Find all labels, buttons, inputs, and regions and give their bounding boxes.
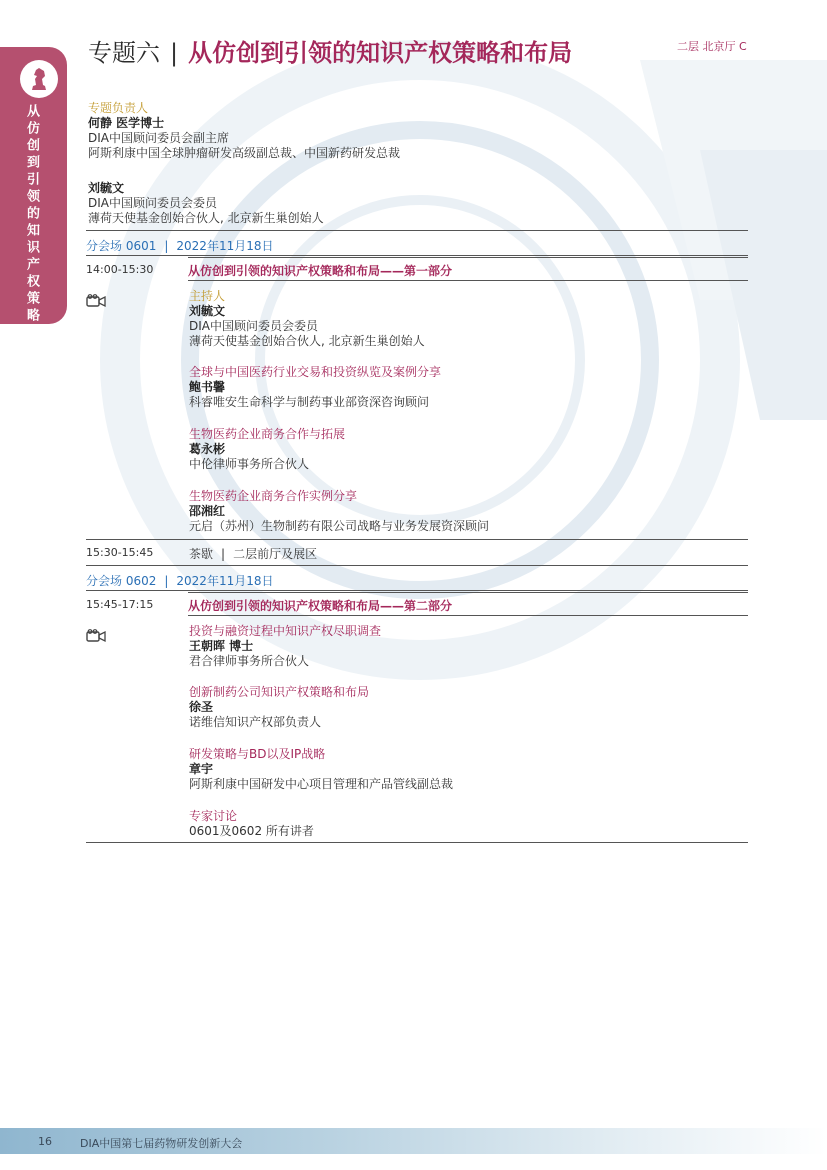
talk-topic: 研发策略与BD以及IP战略 [189,747,326,761]
talk-item [189,809,749,839]
talk-affiliation: 元启（苏州）生物制药有限公司战略与业务发展资深顾问 [189,519,490,533]
break-place: 二层前厅及展区 [233,547,318,561]
talk-topic: 主持人 [189,289,226,303]
talk-affiliation: 薄荷天使基金创始合伙人, 北京新生巢创始人 [189,334,425,348]
talk-topic: 专家讨论 [189,809,238,823]
session-venue: 分会场 0601 [86,239,157,253]
title-separator: | [170,39,179,67]
leader-name: 刘毓文 [88,181,125,195]
leader-affiliation: DIA中国顾问委员会副主席 [88,131,229,145]
talk-item [189,427,749,472]
chess-knight-icon [20,60,58,98]
talk-item [189,365,749,410]
leader-affiliation: 阿斯利康中国全球肿瘤研发高级副总裁、中国新药研发总裁 [88,146,401,160]
talk-item [189,685,749,730]
talk-item [189,747,749,792]
topic-leaders [88,101,748,226]
session-time: 15:45-17:15 [86,598,154,611]
talk-speaker: 邵湘红 [189,504,226,518]
part-title: 从仿创到引领的知识产权策略和布局——第一部分 [188,257,748,281]
talk-affiliation: 君合律师事务所合伙人 [189,654,310,668]
leader-affiliation: 薄荷天使基金创始合伙人, 北京新生巢创始人 [88,211,324,225]
page-title [88,33,572,68]
talk-speaker: 刘毓文 [189,304,226,318]
video-camera-icon [86,294,106,308]
talk-topic: 投资与融资过程中知识产权尽职调查 [189,624,382,638]
leader-name: 何静 医学博士 [88,116,165,130]
talk-topic: 全球与中国医药行业交易和投资纵览及案例分享 [189,365,442,379]
part-title: 从仿创到引领的知识产权策略和布局——第二部分 [188,592,748,616]
talk-affiliation: 阿斯利康中国研发中心项目管理和产品管线副总裁 [189,777,454,791]
talk-speaker: 王朝晖 博士 [189,639,254,653]
talk-affiliation: DIA中国顾问委员会委员 [189,319,318,333]
talk-speaker: 徐圣 [189,700,214,714]
session-header: 分会场 0601 | 2022年11月18日 [86,230,748,256]
talk-affiliation: 中伦律师事务所合伙人 [189,457,310,471]
talk-speaker: 章宇 [189,762,214,776]
talk-speaker: 葛永彬 [189,442,226,456]
footer-title: DIA中国第七届药物研发创新大会 [80,1137,243,1150]
talk-topic: 生物医药企业商务合作实例分享 [189,489,358,503]
talk-topic: 生物医药企业商务合作与拓展 [189,427,346,441]
page-number: 16 [38,1135,52,1148]
session-venue: 分会场 0602 [86,574,157,588]
session-date: 2022年11月18日 [176,574,274,588]
leader-affiliation: DIA中国顾问委员会委员 [88,196,217,210]
side-tab-text: 从仿创到引领的知识产权策略和布局 [24,104,39,376]
leaders-heading: 专题负责人 [88,101,149,115]
talk-affiliation: 科睿唯安生命科学与制药事业部资深咨询顾问 [189,395,430,409]
break-label: 茶歇 [189,547,214,561]
talk-item [189,289,749,349]
session-date: 2022年11月18日 [176,239,274,253]
talk-item [189,624,749,669]
talk-speaker: 鲍书馨 [189,380,226,394]
break-time: 15:30-15:45 [86,546,154,559]
talk-item [189,489,749,534]
talk-affiliation: 0601及0602 所有讲者 [189,824,314,838]
session-header: 分会场 0602 | 2022年11月18日 [86,565,748,591]
tea-break-row: 15:30-15:45 茶歇 | 二层前厅及展区 [86,539,748,565]
section-end-divider [86,842,748,843]
talk-topic: 创新制药公司知识产权策略和布局 [189,685,370,699]
session-time: 14:00-15:30 [86,263,154,276]
video-camera-icon [86,629,106,643]
room-label: 二层 北京厅 C [677,40,747,53]
topic-title: 从仿创到引领的知识产权策略和布局 [188,39,573,67]
talk-affiliation: 诺维信知识产权部负责人 [189,715,322,729]
page-footer [0,1128,827,1154]
topic-number: 专题六 [88,39,160,67]
